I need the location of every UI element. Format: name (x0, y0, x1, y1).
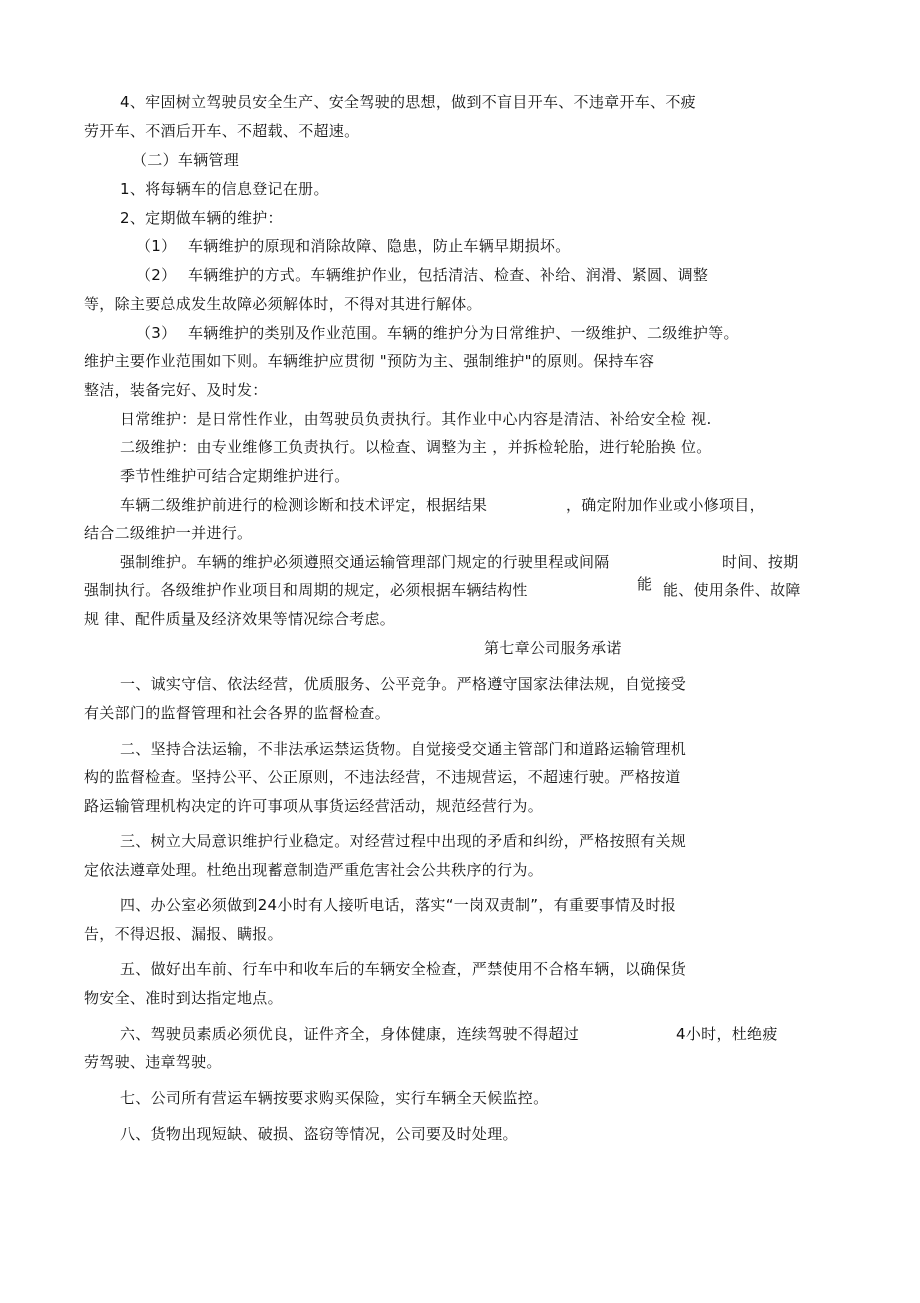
text-line: 五、做好出车前、行车中和收车后的车辆安全检查，严禁使用不合格车辆，以确保货 (120, 960, 687, 978)
text-line: 物安全、准时到达指定地点。 (84, 989, 283, 1007)
text-line: 等，除主要总成发生故障必须解体时，不得对其进行解体。 (84, 295, 482, 313)
text-line: 能、使用条件、故障 (663, 581, 801, 599)
text-line: 二级维护：由专业维修工负责执行。以检查、调整为主 ，并拆检轮胎，进行轮胎换 位。 (120, 438, 712, 456)
text-line: 1、将每辆车的信息登记在册。 (120, 180, 329, 198)
text-line: 车辆维护的类别及作业范围。车辆的维护分为日常维护、一级维护、二级维护等。 (188, 324, 739, 342)
text-line: 告，不得迟报、漏报、瞒报。 (84, 925, 283, 943)
text-line: 整洁，装备完好、及时发： (84, 381, 268, 399)
text-line: 车辆维护的方式。车辆维护作业，包括清洁、检查、补给、润滑、紧圆、调整 (188, 266, 709, 284)
text-line: 一、诚实守信、依法经营，优质服务、公平竞争。严格遵守国家法律法规，自觉接受 (120, 675, 687, 693)
text-line: 强制维护。车辆的维护必须遵照交通运输管理部门规定的行驶里程或间隔 (120, 553, 610, 571)
text-line: 规 律、配件质量及经济效果等情况综合考虑。 (84, 610, 396, 628)
text-line: 时间、按期 (722, 553, 799, 571)
section-heading: （二）车辆管理 (132, 151, 240, 169)
text-line: 2、定期做车辆的维护： (120, 209, 283, 227)
text-line: 路运输管理机构决定的许可事项从事货运经营活动，规范经营行为。 (84, 797, 544, 815)
text-line: 季节性维护可结合定期维护进行。 (120, 467, 350, 485)
text-line: 车辆维护的原现和消除故障、隐患，防止车辆早期损坏。 (188, 237, 571, 255)
text-line: 维护主要作业范围如下则。车辆维护应贯彻 "预防为主、强制维护"的原则。保持车容 (84, 352, 655, 370)
list-marker: （1） (136, 237, 177, 255)
stray-character: 能 (637, 575, 653, 593)
text-line: 七、公司所有营运车辆按要求购买保险，实行车辆全天候监控。 (120, 1089, 549, 1107)
text-line: 结合二级维护一并进行。 (84, 524, 253, 542)
text-line: 八、货物出现短缺、破损、盗窃等情况，公司要及时处理。 (120, 1125, 518, 1143)
text-line: 四、办公室必须做到24小时有人接听电话，落实“一岗双责制”，有重要事情及时报 (120, 896, 677, 914)
text-line: 定依法遵章处理。杜绝出现蓄意制造严重危害社会公共秩序的行为。 (84, 861, 544, 879)
text-line: 日常维护：是日常性作业，由驾驶员负责执行。其作业中心内容是清洁、补给安全检 视. (120, 410, 712, 428)
list-marker: （2） (136, 266, 177, 284)
text-line: 车辆二级维护前进行的检测诊断和技术评定，根据结果 (120, 496, 488, 514)
text-line: ，确定附加作业或小修项目， (566, 496, 765, 514)
text-line: 三、树立大局意识维护行业稳定。对经营过程中出现的矛盾和纠纷，严格按照有关规 (120, 832, 687, 850)
text-line: 强制执行。各级维护作业项目和周期的规定，必须根据车辆结构性 (84, 581, 528, 599)
text-line: 劳开车、不酒后开车、不超载、不超速。 (84, 122, 360, 140)
text-line: 4、牢固树立驾驶员安全生产、安全驾驶的思想，做到不盲目开车、不违章开车、不疲 (120, 93, 696, 111)
chapter-title: 第七章公司服务承诺 (484, 639, 622, 657)
text-line: 4小时，杜绝疲 (676, 1025, 778, 1043)
list-marker: （3） (136, 324, 177, 342)
text-line: 二、坚持合法运输，不非法承运禁运货物。自觉接受交通主管部门和道路运输管理机 (120, 740, 687, 758)
text-line: 有关部门的监督管理和社会各界的监督检查。 (84, 704, 391, 722)
text-line: 六、驾驶员素质必须优良，证件齐全，身体健康，连续驾驶不得超过 (120, 1025, 580, 1043)
text-line: 构的监督检查。坚持公平、公正原则，不违法经营，不违规营运，不超速行驶。严格按道 (84, 768, 681, 786)
text-line: 劳驾驶、违章驾驶。 (84, 1053, 222, 1071)
